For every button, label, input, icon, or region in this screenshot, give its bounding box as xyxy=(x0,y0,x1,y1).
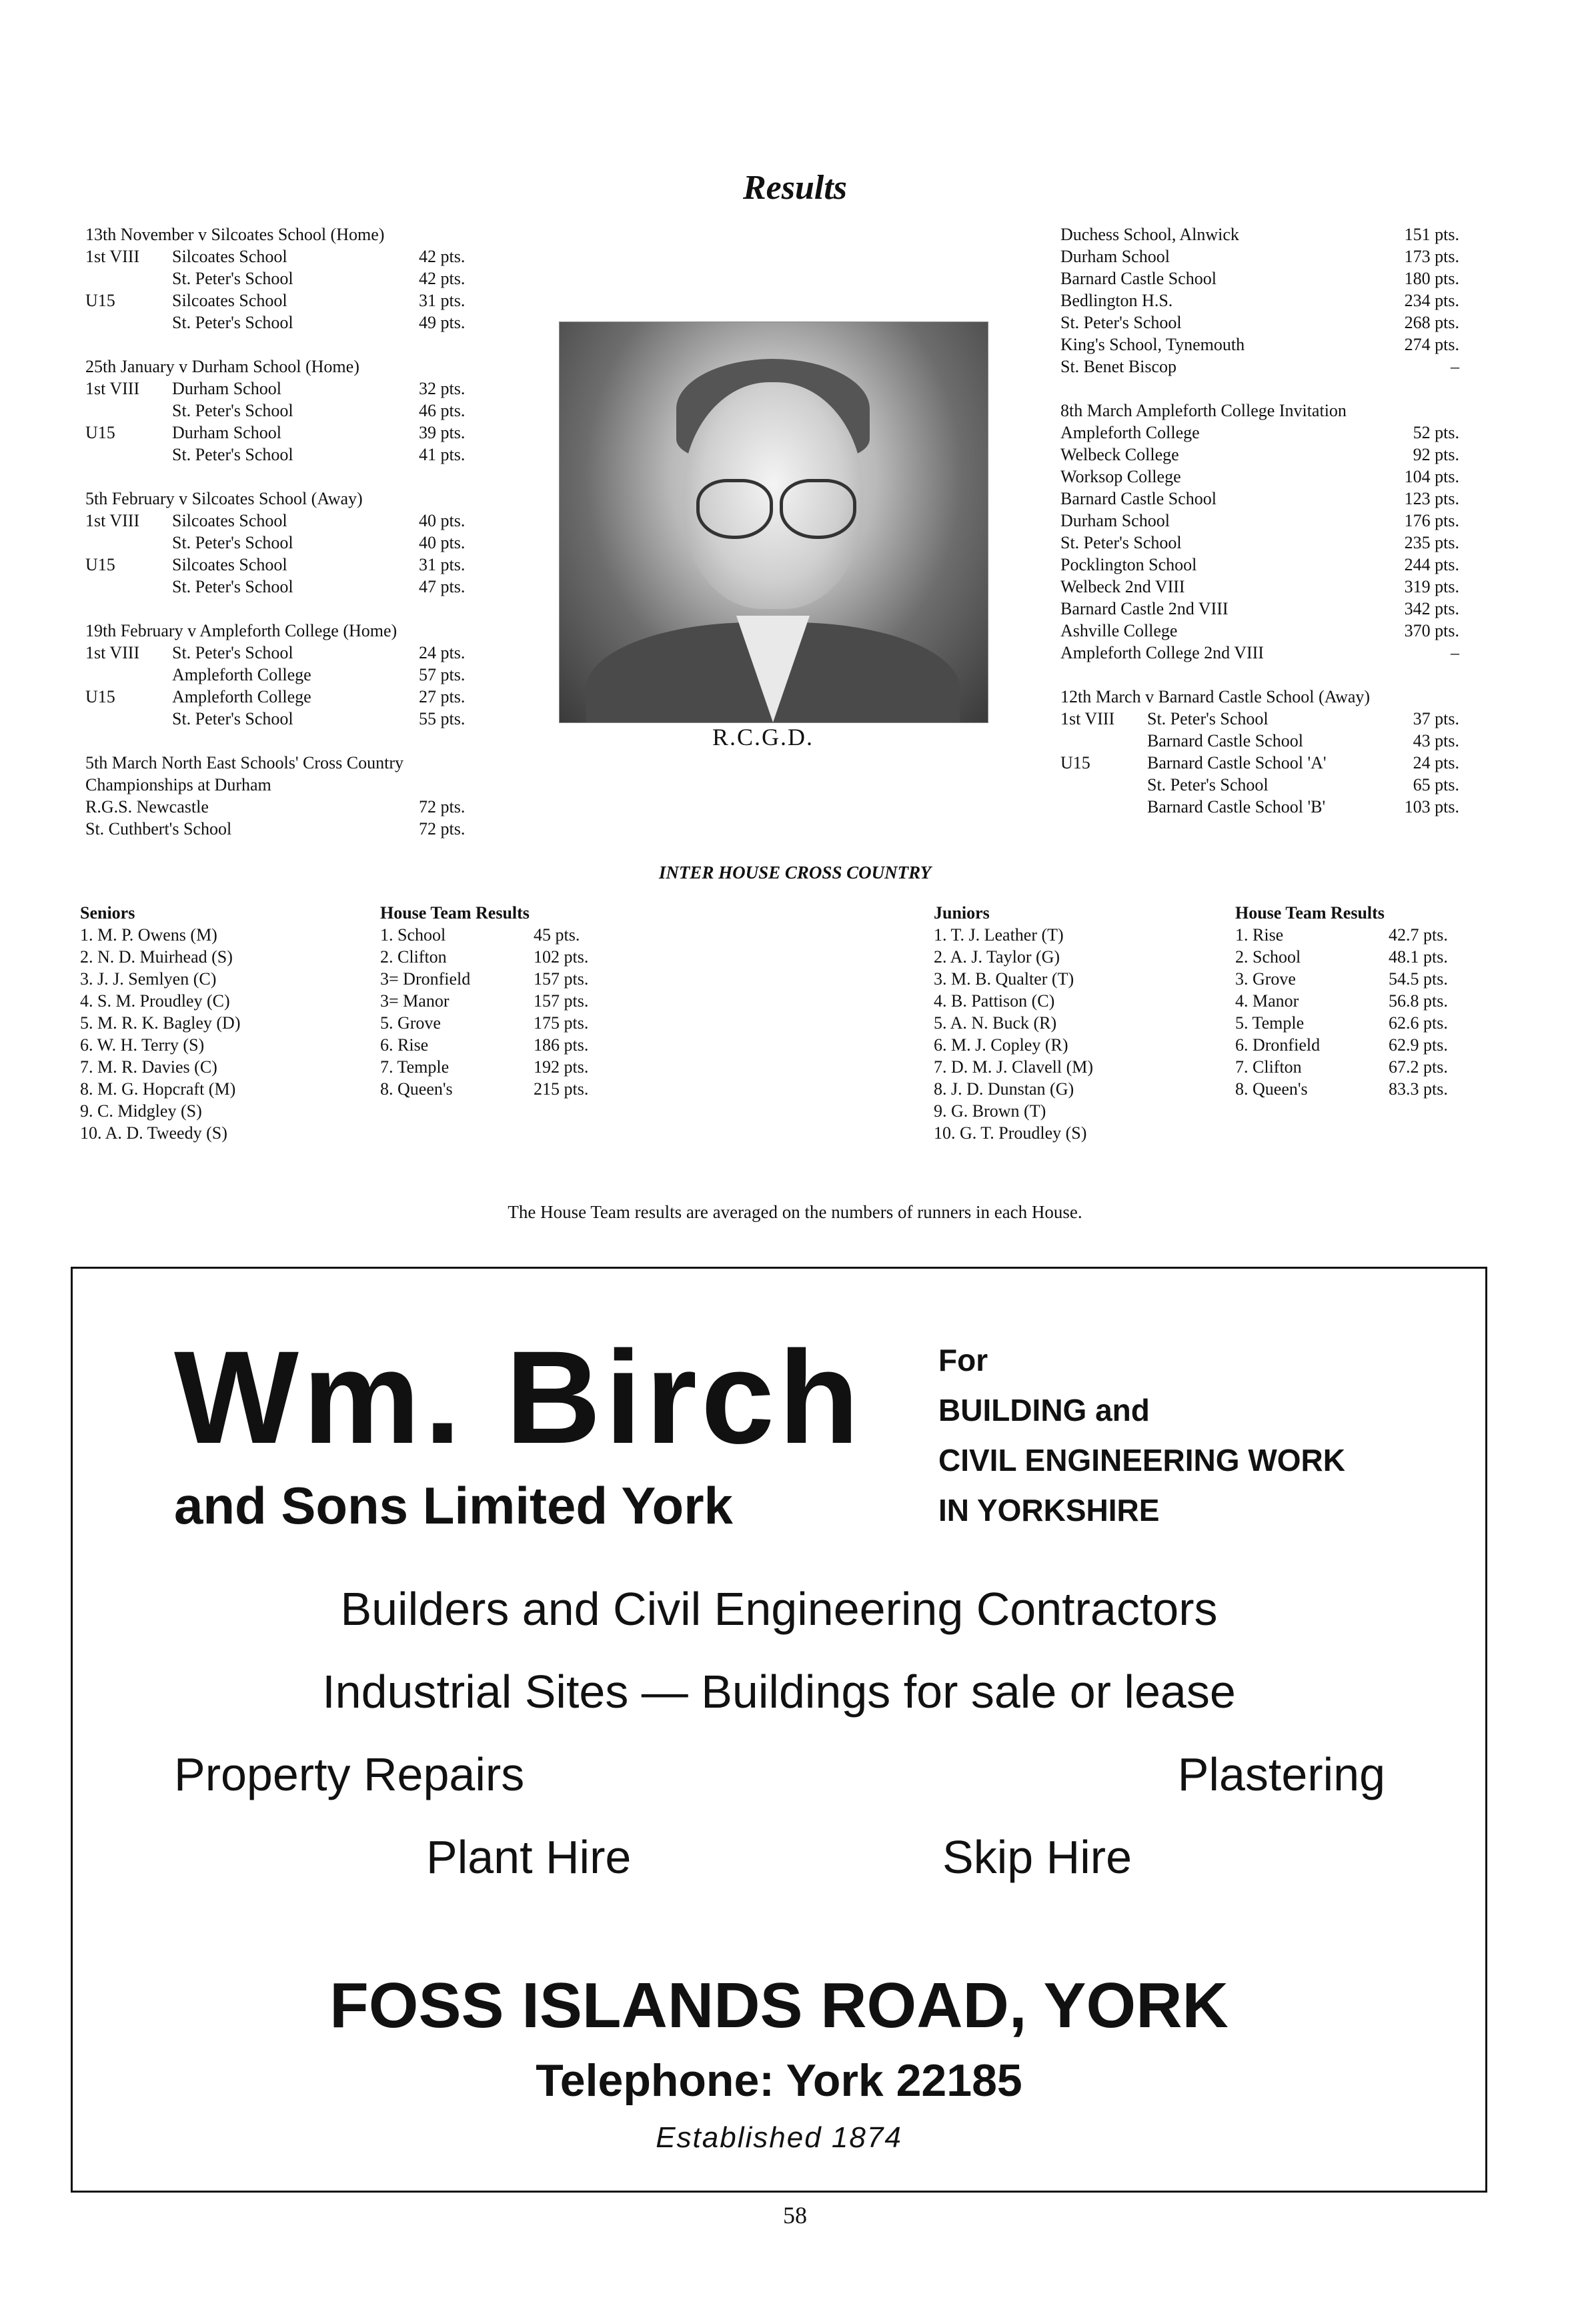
juniors-house-results xyxy=(1235,902,1502,1100)
result-heading: 25th January v Durham School (Home) xyxy=(85,357,359,376)
seniors-label: Seniors xyxy=(80,903,135,923)
left-results xyxy=(85,223,492,840)
result-row: King's School, Tynemouth 274 pts. xyxy=(1060,335,1459,354)
list-item: 10. A. D. Tweedy (S) xyxy=(80,1123,227,1143)
result-row: Pocklington School 244 pts. xyxy=(1060,555,1459,574)
portrait-photo xyxy=(559,322,988,723)
list-item: 5. A. N. Buck (R) xyxy=(934,1013,1057,1033)
result-row: U15 Durham School 39 pts. xyxy=(85,423,466,442)
result-row: Bedlington H.S. 234 pts. xyxy=(1060,291,1459,310)
right-results xyxy=(1060,223,1459,818)
result-row: Ampleforth College 57 pts. xyxy=(172,665,466,684)
list-item: 10. G. T. Proudley (S) xyxy=(934,1123,1087,1143)
result-row: Barnard Castle School 123 pts. xyxy=(1060,489,1459,508)
house-row: 5. Temple 62.6 pts. xyxy=(1235,1013,1448,1033)
advert-established: Established 1874 xyxy=(656,2121,902,2154)
result-heading: 5th March North East Schools' Cross Country xyxy=(85,753,404,772)
result-row: U15 Silcoates School 31 pts. xyxy=(85,555,466,574)
result-row: St. Peter's School 41 pts. xyxy=(172,445,466,464)
advert-brand: Wm. Birch xyxy=(174,1323,864,1471)
result-row: St. Peter's School 65 pts. xyxy=(1147,775,1459,794)
result-row: R.G.S. Newcastle 72 pts. xyxy=(85,797,466,816)
result-row: Ashville College 370 pts. xyxy=(1060,621,1459,640)
result-row: 1st VIII Silcoates School 42 pts. xyxy=(85,247,466,266)
result-row: St. Peter's School 47 pts. xyxy=(172,577,466,596)
result-row: St. Benet Biscop – xyxy=(1060,357,1459,376)
seniors-house-results xyxy=(380,902,647,1100)
result-row: St. Peter's School 49 pts. xyxy=(172,313,466,332)
advert-line: Property Repairs xyxy=(174,1748,525,1800)
result-row: Ampleforth College 2nd VIII – xyxy=(1060,643,1459,662)
list-item: 2. A. J. Taylor (G) xyxy=(934,947,1060,967)
list-item: 8. M. G. Hopcraft (M) xyxy=(80,1079,236,1099)
list-item: 1. M. P. Owens (M) xyxy=(80,925,217,945)
house-row: 3. Grove 54.5 pts. xyxy=(1235,969,1448,989)
house-row: 2. School 48.1 pts. xyxy=(1235,947,1448,967)
list-item: 9. C. Midgley (S) xyxy=(80,1101,202,1121)
result-row: 1st VIII Silcoates School 40 pts. xyxy=(85,511,466,530)
list-item: 3. J. J. Semlyen (C) xyxy=(80,969,217,989)
house-row: 6. Rise 186 pts. xyxy=(380,1035,589,1055)
advert-services: For BUILDING and CIVIL ENGINEERING WORK IN YORKSHIRE xyxy=(938,1343,1345,1528)
result-heading: 13th November v Silcoates School (Home) xyxy=(85,225,385,244)
list-item: 3. M. B. Qualter (T) xyxy=(934,969,1074,989)
result-heading: 5th February v Silcoates School (Away) xyxy=(85,489,363,508)
result-row: U15 Barnard Castle School 'A' 24 pts. xyxy=(1060,753,1459,772)
page-title: Results xyxy=(742,169,848,207)
advert-line: Plastering xyxy=(1177,1748,1385,1800)
result-heading: Championships at Durham xyxy=(85,775,271,794)
list-item: 7. M. R. Davies (C) xyxy=(80,1057,217,1077)
result-row: St. Peter's School 268 pts. xyxy=(1060,313,1459,332)
result-row: St. Peter's School 42 pts. xyxy=(172,269,466,288)
page-number: 58 xyxy=(783,2202,807,2229)
house-row: 2. Clifton 102 pts. xyxy=(380,947,589,967)
advert-line: Builders and Civil Engineering Contractors xyxy=(340,1583,1218,1635)
inter-house-heading: INTER HOUSE CROSS COUNTRY xyxy=(658,862,932,883)
house-row: 4. Manor 56.8 pts. xyxy=(1235,991,1448,1011)
result-row: 1st VIII St. Peter's School 37 pts. xyxy=(1060,709,1459,728)
result-row: Welbeck College 92 pts. xyxy=(1060,445,1459,464)
result-row: Barnard Castle School 43 pts. xyxy=(1147,731,1459,750)
list-item: 4. S. M. Proudley (C) xyxy=(80,991,230,1011)
advert-line: Plant Hire xyxy=(426,1831,632,1883)
result-heading: 8th March Ampleforth College Invitation xyxy=(1060,401,1347,420)
list-item: 9. G. Brown (T) xyxy=(934,1101,1046,1121)
result-row: U15 Silcoates School 31 pts. xyxy=(85,291,466,310)
result-row: St. Peter's School 40 pts. xyxy=(172,533,466,552)
result-row: Durham School 173 pts. xyxy=(1060,247,1459,266)
result-heading: 12th March v Barnard Castle School (Away) xyxy=(1060,687,1371,706)
result-row: St. Cuthbert's School 72 pts. xyxy=(85,819,466,838)
house-results-footnote: The House Team results are averaged on the numbers of runners in each House. xyxy=(508,1202,1082,1222)
result-row: Durham School 176 pts. xyxy=(1060,511,1459,530)
house-row: 1. School 45 pts. xyxy=(380,925,580,945)
result-row: U15 Ampleforth College 27 pts. xyxy=(85,687,466,706)
house-row: 7. Temple 192 pts. xyxy=(380,1057,589,1077)
result-row: Welbeck 2nd VIII 319 pts. xyxy=(1060,577,1459,596)
advertisement xyxy=(71,1267,1487,2193)
list-item: 1. T. J. Leather (T) xyxy=(934,925,1064,945)
house-row: 5. Grove 175 pts. xyxy=(380,1013,589,1033)
result-row: St. Peter's School 235 pts. xyxy=(1060,533,1459,552)
house-row: 6. Dronfield 62.9 pts. xyxy=(1235,1035,1448,1055)
juniors-list xyxy=(934,902,1214,1144)
result-row: Barnard Castle 2nd VIII 342 pts. xyxy=(1060,599,1459,618)
list-item: 8. J. D. Dunstan (G) xyxy=(934,1079,1074,1099)
result-row: Worksop College 104 pts. xyxy=(1060,467,1459,486)
juniors-label: Juniors xyxy=(934,903,990,923)
list-item: 7. D. M. J. Clavell (M) xyxy=(934,1057,1094,1077)
list-item: 6. W. H. Terry (S) xyxy=(80,1035,205,1055)
result-heading: 19th February v Ampleforth College (Home) xyxy=(85,621,398,640)
house-row: 8. Queen's 215 pts. xyxy=(380,1079,589,1099)
seniors-list xyxy=(80,902,360,1144)
advert-brand-sub: and Sons Limited York xyxy=(174,1476,733,1535)
result-row: 1st VIII St. Peter's School 24 pts. xyxy=(85,643,466,662)
list-item: 2. N. D. Muirhead (S) xyxy=(80,947,233,967)
house-row: 1. Rise 42.7 pts. xyxy=(1235,925,1448,945)
advert-phone: Telephone: York 22185 xyxy=(536,2055,1022,2106)
house-row: 7. Clifton 67.2 pts. xyxy=(1235,1057,1448,1077)
list-item: 6. M. J. Copley (R) xyxy=(934,1035,1068,1055)
advert-line: Industrial Sites — Buildings for sale or lease xyxy=(322,1666,1236,1718)
seniors-house-label: House Team Results xyxy=(380,903,530,923)
result-row: Barnard Castle School 180 pts. xyxy=(1060,269,1459,288)
result-row: St. Peter's School 46 pts. xyxy=(172,401,466,420)
house-row: 3= Dronfield 157 pts. xyxy=(380,969,589,989)
house-row: 8. Queen's 83.3 pts. xyxy=(1235,1079,1448,1099)
juniors-house-label: House Team Results xyxy=(1235,903,1385,923)
result-row: Ampleforth College 52 pts. xyxy=(1060,423,1459,442)
result-row: Barnard Castle School 'B' 103 pts. xyxy=(1147,797,1459,816)
result-row: Duchess School, Alnwick 151 pts. xyxy=(1060,225,1459,244)
advert-address: FOSS ISLANDS ROAD, YORK xyxy=(329,1970,1229,2041)
advert-line: Skip Hire xyxy=(942,1831,1132,1883)
list-item: 4. B. Pattison (C) xyxy=(934,991,1055,1011)
result-row: 1st VIII Durham School 32 pts. xyxy=(85,379,466,398)
list-item: 5. M. R. K. Bagley (D) xyxy=(80,1013,241,1033)
house-row: 3= Manor 157 pts. xyxy=(380,991,589,1011)
photo-caption: R.C.G.D. xyxy=(712,724,814,750)
result-row: St. Peter's School 55 pts. xyxy=(172,709,466,728)
